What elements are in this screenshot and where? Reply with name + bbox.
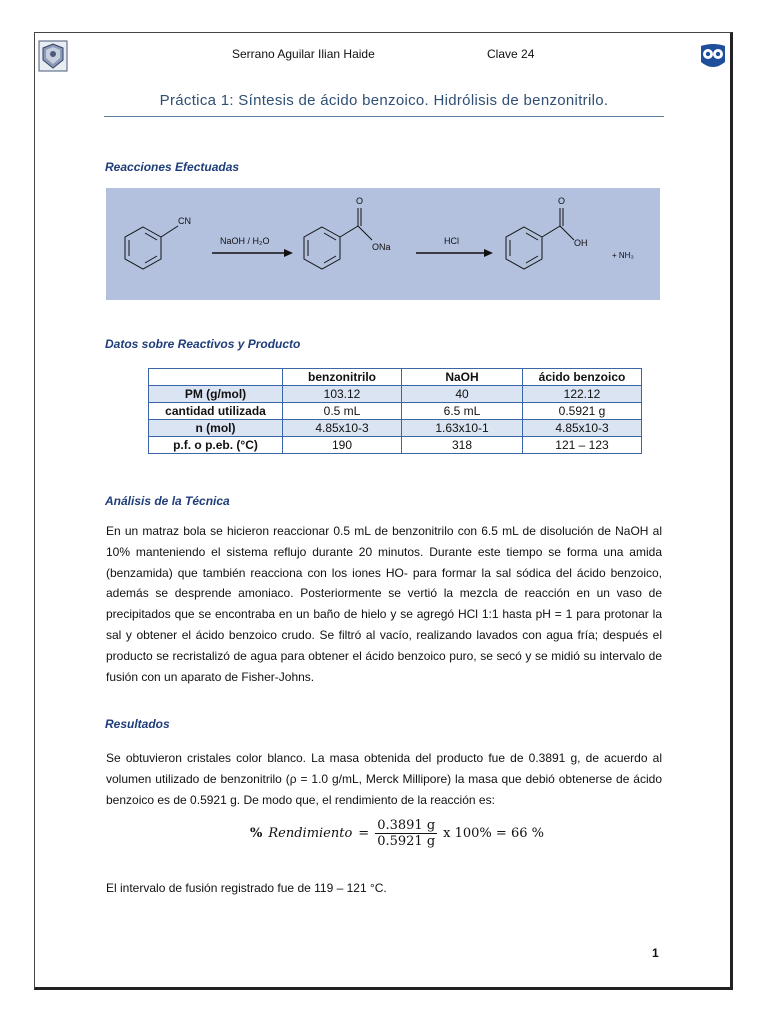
table-header-row <box>149 369 642 386</box>
reaction-scheme <box>106 188 660 300</box>
table-cell: 6.5 mL <box>402 403 523 420</box>
table-cell: 4.85x10-3 <box>523 420 642 437</box>
title-divider <box>104 116 664 117</box>
equation-lhs-word: Rendimiento <box>268 826 353 841</box>
yield-equation <box>250 818 544 849</box>
oxygen-label-1: O <box>356 196 364 206</box>
table-header-cell: ácido benzoico <box>523 369 642 386</box>
section-heading-resultados: Resultados <box>105 717 170 731</box>
section-heading-datos: Datos sobre Reactivos y Producto <box>105 337 301 351</box>
fq-owl-logo <box>698 42 728 70</box>
table-header-cell: benzonitrilo <box>283 369 402 386</box>
equation-denominator: 0.5921 g <box>377 834 436 849</box>
ona-label: ONa <box>372 242 391 252</box>
table-cell: 0.5921 g <box>523 403 642 420</box>
equation-percent: % <box>250 826 263 841</box>
table-cell: 4.85x10-3 <box>283 420 402 437</box>
table-cell: 0.5 mL <box>283 403 402 420</box>
unam-seal-logo <box>38 40 68 74</box>
table-row-label: p.f. o p.eb. (°C) <box>149 437 283 454</box>
reagent-1-label: NaOH / H₂O <box>220 236 270 246</box>
table-row <box>149 403 642 420</box>
fusion-paragraph: El intervalo de fusión registrado fue de 119 – 121 °C. <box>106 881 387 895</box>
oh-label: OH <box>574 238 588 248</box>
table-row-label: n (mol) <box>149 420 283 437</box>
page-title: Práctica 1: Síntesis de ácido benzoico. Hidrólisis de benzonitrilo. <box>159 92 609 109</box>
analisis-paragraph: En un matraz bola se hicieron reaccionar 0.5 mL de benzonitrilo con 6.5 mL de disolución de NaOH al 10% manteniendo el sistema reflujo durante 20 minutos. Durante este tiempo se forma una amida (benzamida) que también reacciona con los iones HO- para formar la sal sódica del ácido benzoico, además se desprende amoniaco. Posteriormente se vertió la mezcla de reacción en un vaso de precipitados que se encontraba en un baño de hielo y se agregó HCl 1:1 hasta pH = 1 para protonar la sal y obtener el ácido benzoico crudo. Se filtró al vacío, realizando lavados con agua fría; después el producto se recristalizó de agua para obtener el ácido benzoico puro, se secó y se midió su intervalo de fusión con un aparato de Fisher-Johns. <box>106 524 662 684</box>
table-header-cell: NaOH <box>402 369 523 386</box>
oxygen-label-2: O <box>558 196 566 206</box>
cn-label: CN <box>178 216 191 226</box>
table-row <box>149 420 642 437</box>
table-row-label: PM (g/mol) <box>149 386 283 403</box>
table-cell: 122.12 <box>523 386 642 403</box>
table-cell: 1.63x10-1 <box>402 420 523 437</box>
reagents-table <box>148 368 642 454</box>
header-clave: Clave 24 <box>487 47 535 61</box>
equation-result: x 100% = 66 % <box>443 826 544 841</box>
table-cell: 40 <box>402 386 523 403</box>
section-heading-analisis: Análisis de la Técnica <box>105 494 230 508</box>
table-row-label: cantidad utilizada <box>149 403 283 420</box>
table-cell: 318 <box>402 437 523 454</box>
reagent-2-label: HCl <box>444 236 459 246</box>
resultados-paragraph: Se obtuvieron cristales color blanco. La masa obtenida del producto fue de 0.3891 g, de acuerdo al volumen utilizado de benzonitrilo (ρ = 1.0 g/mL, Merck Millipore) la masa que debió obtenerse de ácido benzoico es de 0.5921 g. De modo que, el rendimiento de la reacción es: <box>106 751 662 807</box>
table-row <box>149 437 642 454</box>
section-heading-reacciones: Reacciones Efectuadas <box>105 160 240 174</box>
equation-numerator: 0.3891 g <box>377 818 436 833</box>
table-cell: 190 <box>283 437 402 454</box>
page-number: 1 <box>652 946 659 960</box>
equation-fraction <box>375 818 437 849</box>
table-cell: 121 – 123 <box>523 437 642 454</box>
table-cell: 103.12 <box>283 386 402 403</box>
byproduct-label: + NH₃ <box>612 251 634 260</box>
equation-equals: = <box>358 826 370 841</box>
table-header-cell <box>149 369 283 386</box>
header-author: Serrano Aguilar Ilian Haide <box>232 47 375 61</box>
table-row <box>149 386 642 403</box>
